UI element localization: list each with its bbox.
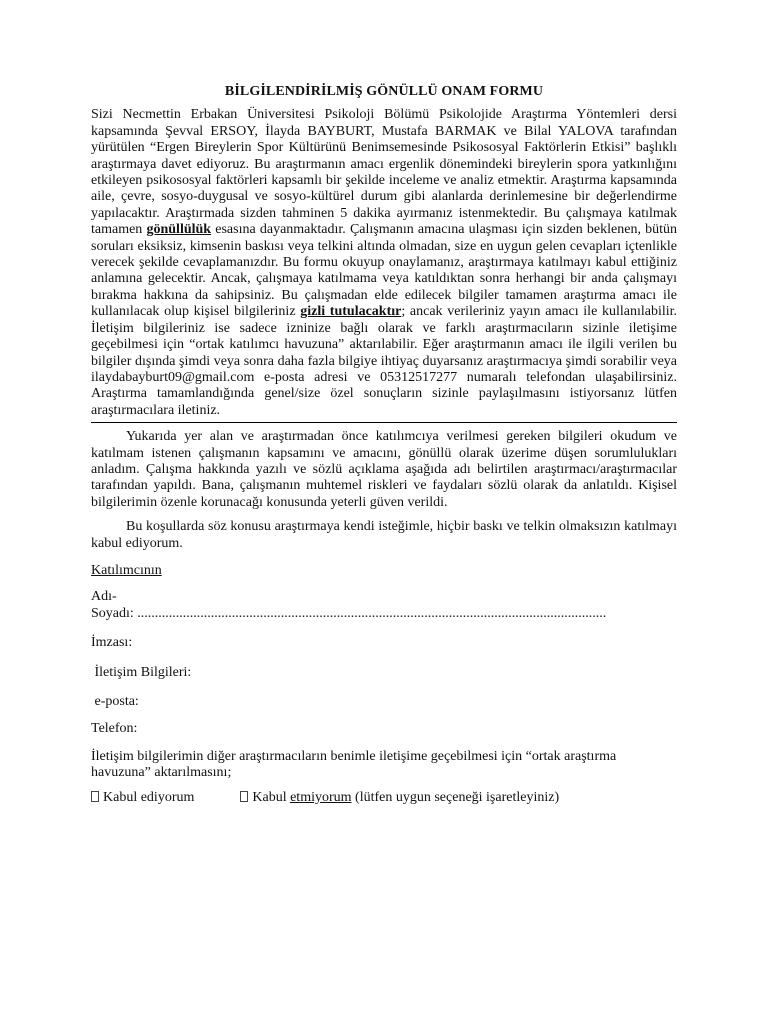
reject-checkbox-icon[interactable] [240, 791, 248, 802]
intro-paragraph [91, 107, 677, 423]
acceptance-paragraph: Bu koşullarda söz konusu araştırmaya kendi isteğimle, hiçbir baskı ve telkin olmaksızın katılmayı kabul ediyorum. [91, 519, 677, 551]
reject-option[interactable] [240, 790, 559, 806]
pool-consent-text: İletişim bilgilerimin diğer araştırmacıların benimle iletişime geçebilmesi için “ortak araştırma havuzuna” aktarılmasını; [91, 748, 617, 781]
accept-option[interactable] [91, 790, 194, 806]
email-field[interactable]: e-posta: [91, 694, 139, 709]
confidential-emphasis: gizli tutulacaktır [300, 304, 402, 320]
participant-heading: Katılımcının [91, 562, 162, 578]
name-label-line1: Adı- [91, 589, 117, 605]
pool-consent-options [91, 790, 677, 806]
form-title: BİLGİLENDİRİLMİŞ GÖNÜLLÜ ONAM FORMU [224, 84, 544, 99]
reject-option-prefix: Kabul [252, 789, 287, 805]
accept-option-label: Kabul ediyorum [103, 789, 195, 805]
understanding-paragraph: Yukarıda yer alan ve araştırmadan önce katılımcıya verilmesi gereken bilgileri okudum ve katılmam istenen çalışmanın kapsamını ve amacını, gönüllü olarak üzerime düşen sorumlulukları anladım. Çalışma hakkında yazılı ve sözlü açıklama aşağıda adı belirtilen araştırmacı/araştırmacılar tarafından yapıldı. Bana, çalışmanın muhtemel riskleri ve faydaları sözlü olarak da anlatıldı. Kişisel bilgilerimin özenle korunacağı konusunda yeterli güven verildi. [91, 429, 677, 510]
voluntary-emphasis: gönüllülük [146, 222, 212, 238]
contact-info-label: İletişim Bilgileri: [91, 664, 192, 680]
reject-option-suffix: (lütfen uygun seçeneği işaretleyiniz) [355, 789, 560, 805]
form-content [91, 84, 677, 806]
signature-field[interactable]: İmzası: [91, 635, 133, 651]
intro-text-3: ; ancak verileriniz yayın amacı ile kullanılabilir. İletişim bilgileriniz ise sadece izninize bağlı olarak ve farklı araştırmacıların sizinle iletişime geçebilmesi için “ortak katılımcı havuzuna” aktarılabilir. Eğer araştırmanın amacı ile ilgili verilen bu bilgiler dışında şimdi veya sonra daha fazla bilgiye ihtiyaç duyarsanız araştırmacıya şimdi sorabilir veya ilaydabayburt09@gmail.com e-posta adresi ve 05312517277 numaralı telefondan ulaşabilirsiniz. Araştırma tamamlandığında genel/size özel sonuçların sizinle paylaşılmasını istiyorsanız lütfen araştırmacılara iletiniz. [91, 304, 678, 418]
intro-text-2: esasına dayanmaktadır. Çalışmanın amacına ulaşması için sizden beklenen, bütün soruları eksiksiz, kimsenin baskısı veya telkini altında olmadan, size en uygun gelen cevapları içtenlikle verecek şekilde cevaplamanızdır. Bu formu okuyup onaylamanız, araştırmaya katılmayı kabul ettiğiniz anlamına gelecektir. Ancak, çalışmaya katılmama veya katıldıktan sonra herhangi bir anda çalışmayı bırakma hakkına da sahipsiniz. Bu çalışmadan elde edilecek bilgiler tamamen araştırma amacı ile kullanılacak olup kişisel bilgileriniz [91, 222, 678, 320]
intro-text-1: Sizi Necmettin Erbakan Üniversitesi Psikoloji Bölümü Psikolojide Araştırma Yöntemleri dersi kapsamında Şevval ERSOY, İlayda BAYBURT, Mustafa BARMAK ve Bilal YALOVA tarafından yürütülen “Ergen Bireylerin Spor Kültürünü Benimsemesinde Psikososyal Faktörlerin Etkisi” başlıklı araştırmaya davet ediyoruz. Bu araştırmanın amacı ergenlik dönemindeki bireylerin spora yatkınlığını etkileyen psikososyal faktörleri kapsamlı bir şekilde inceleme ve analiz etmektir. Araştırma kapsamında aile, çevre, sosyo-duygusal ve sosyo-kültürel durum gibi alanlarda derinlemesine bir değerlendirme yapılacaktır. Araştırmada sizden tahminen 5 dakika ayırmanız istenmektedir. Bu çalışmaya katılmak tamamen [91, 107, 677, 238]
reject-option-underlined: etmiyorum [290, 789, 352, 805]
name-label-line2: Soyadı: ...................................................................................................................................... [91, 605, 607, 621]
accept-checkbox-icon[interactable] [91, 791, 99, 802]
name-field[interactable] [91, 589, 677, 622]
phone-field[interactable]: Telefon: [91, 721, 138, 737]
